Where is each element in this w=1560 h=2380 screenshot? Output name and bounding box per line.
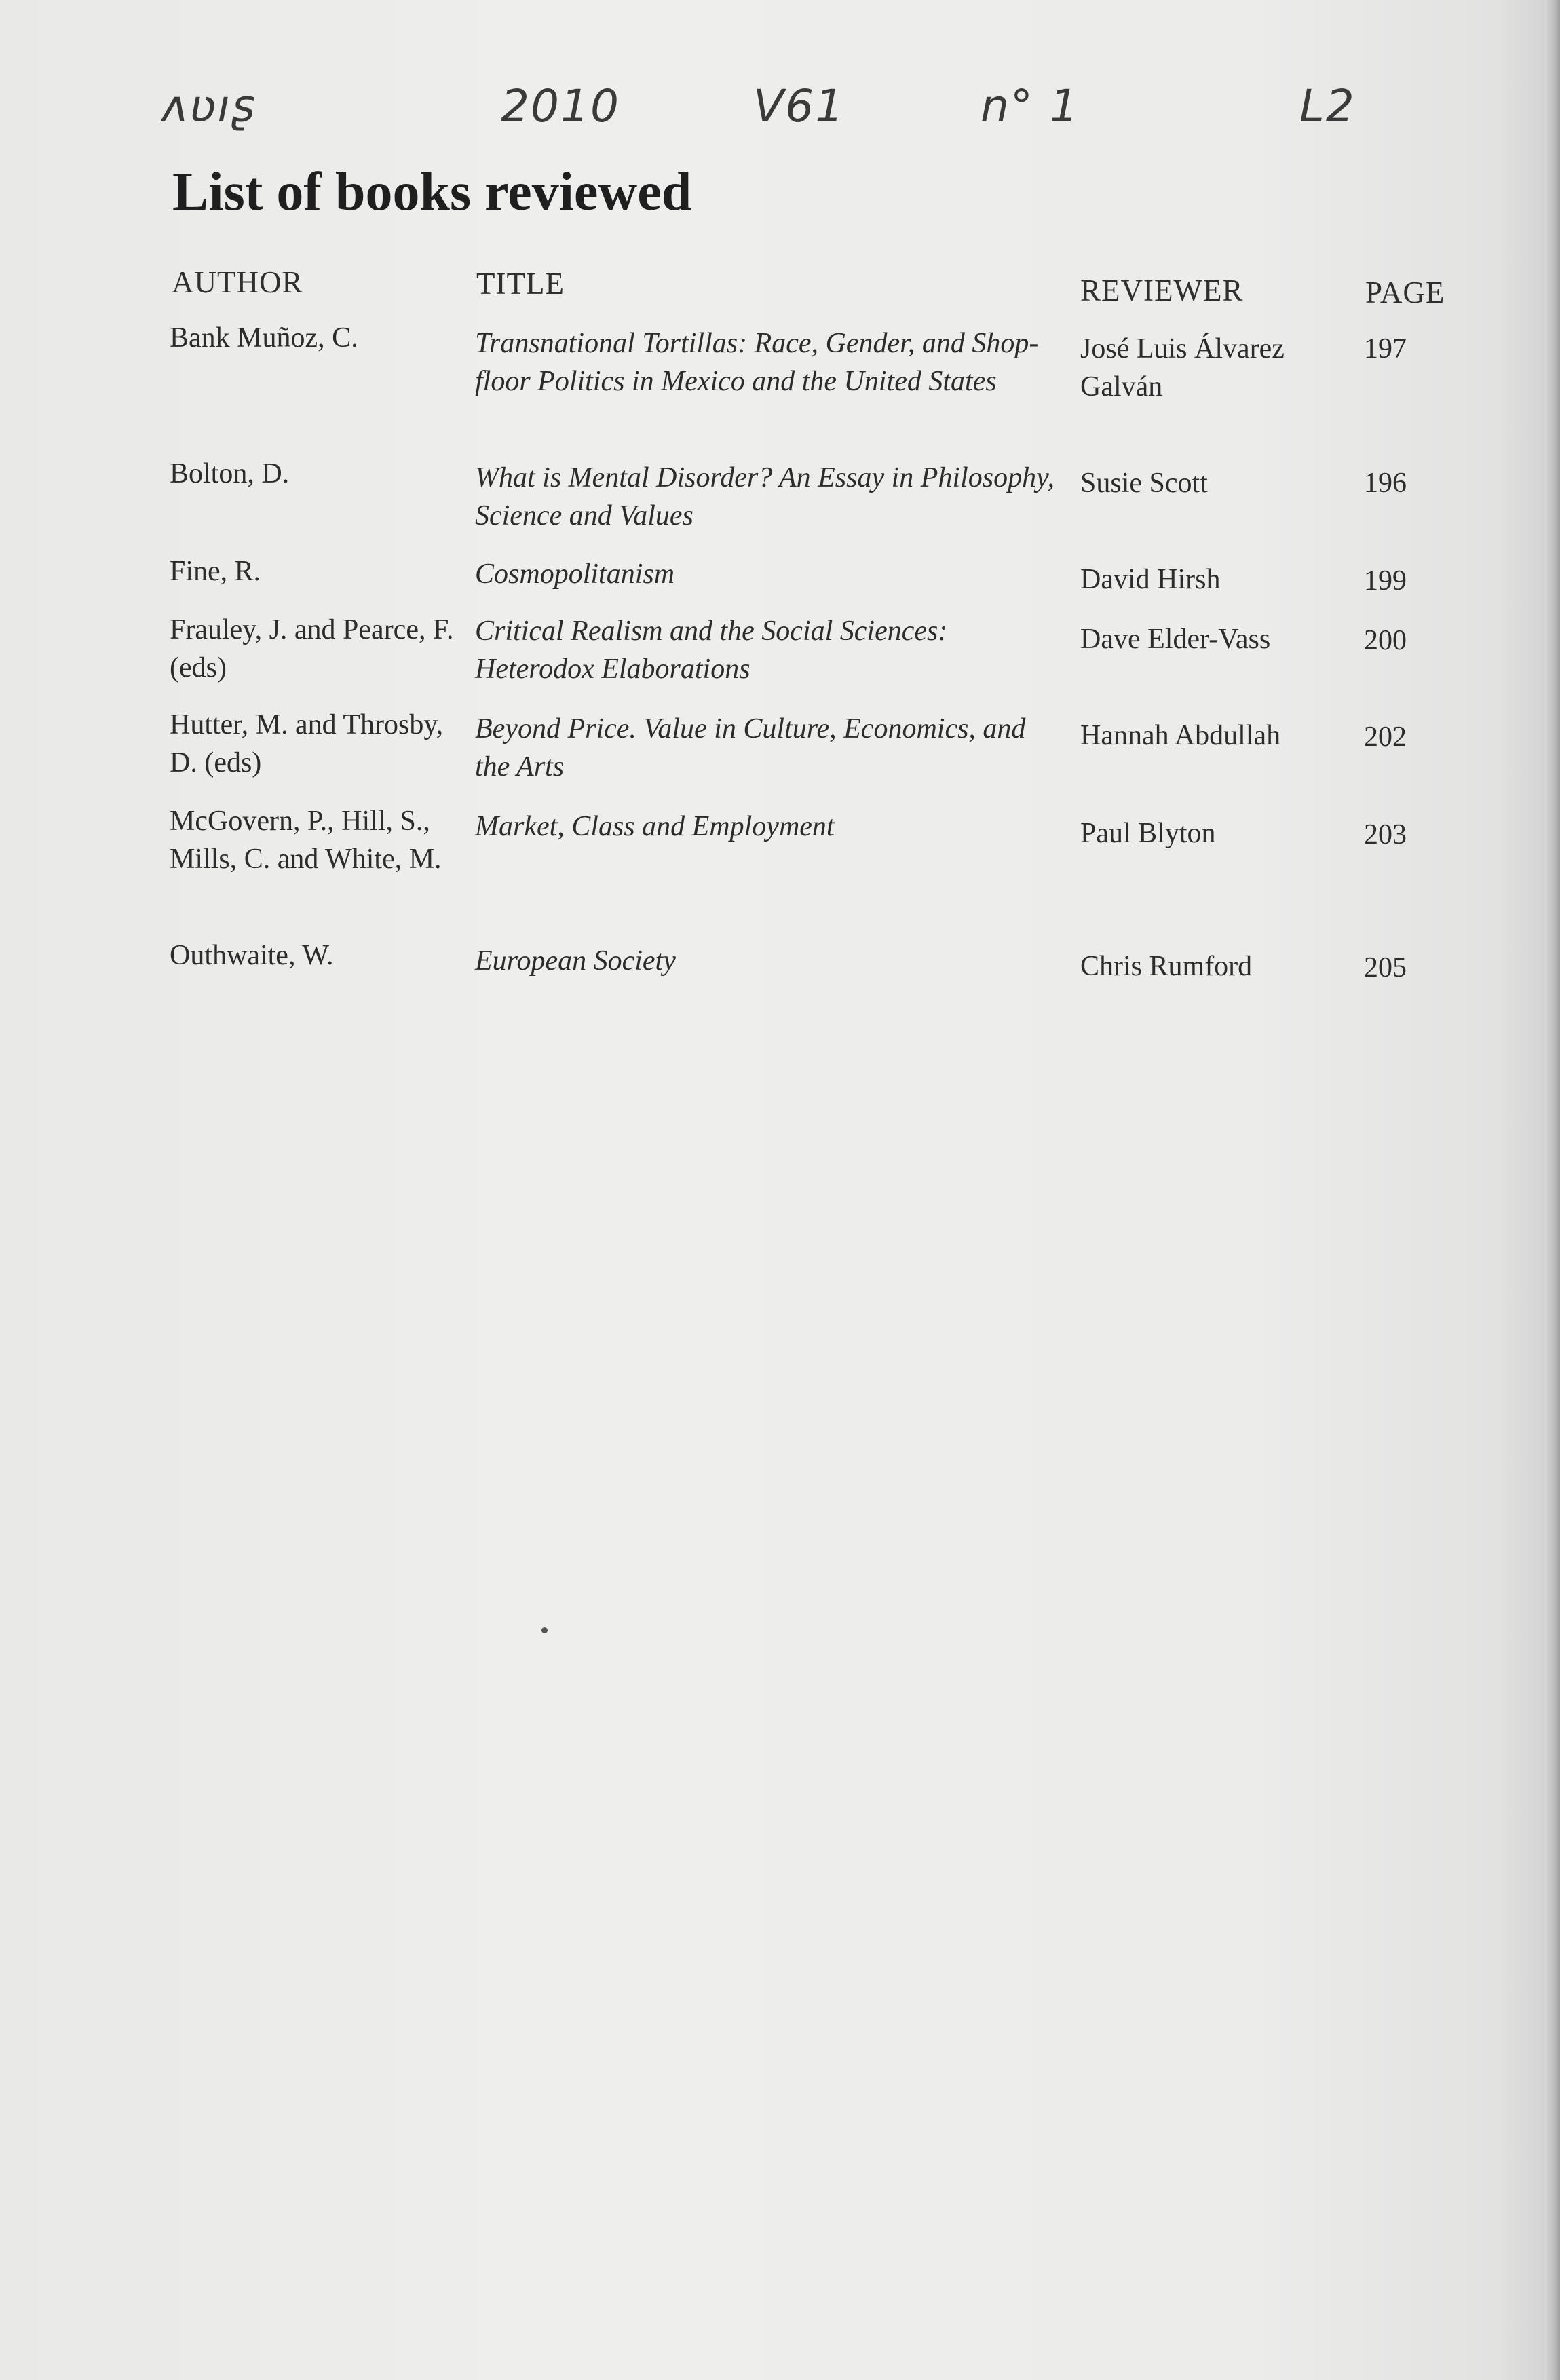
row-2-author: Bolton, D. bbox=[170, 458, 290, 489]
row-4-reviewer: Dave Elder-Vass bbox=[1080, 624, 1271, 655]
row-4-page: 200 bbox=[1364, 625, 1407, 656]
row-7-reviewer: Chris Rumford bbox=[1080, 951, 1253, 982]
row-2-reviewer: Susie Scott bbox=[1080, 468, 1208, 499]
column-header-page: PAGE bbox=[1365, 276, 1445, 309]
row-5-author: Hutter, M. and Throsby, D. (eds) bbox=[170, 709, 444, 778]
handwritten-note-number: n° 1 bbox=[981, 80, 1080, 132]
row-5-title: Beyond Price. Value in Culture, Economics, and the Arts bbox=[475, 713, 1026, 782]
row-7-title: European Society bbox=[475, 945, 676, 977]
row-1-page: 197 bbox=[1364, 333, 1407, 364]
row-4-author: Frauley, J. and Pearce, F. (eds) bbox=[170, 614, 454, 683]
row-5-reviewer: Hannah Abdullah bbox=[1080, 720, 1281, 751]
row-5-page: 202 bbox=[1364, 721, 1407, 753]
column-header-author: AUTHOR bbox=[172, 265, 303, 299]
handwritten-note-volume: V61 bbox=[753, 80, 845, 132]
row-1-reviewer: José Luis Álvarez Galván bbox=[1080, 333, 1285, 402]
row-1-title: Transnational Tortillas: Race, Gender, and Shop-floor Politics in Mexico and the United States bbox=[475, 328, 1039, 397]
column-header-reviewer: REVIEWER bbox=[1080, 273, 1244, 307]
handwritten-note-year: 2010 bbox=[501, 80, 620, 132]
handwritten-note-shelf: L2 bbox=[1299, 80, 1356, 132]
row-6-reviewer: Paul Blyton bbox=[1080, 818, 1216, 849]
row-3-title: Cosmopolitanism bbox=[475, 559, 675, 590]
row-1-author: Bank Muñoz, C. bbox=[170, 322, 358, 354]
page-title: List of books reviewed bbox=[172, 162, 692, 222]
row-2-title: What is Mental Disorder? An Essay in Philosophy, Science and Values bbox=[475, 462, 1054, 531]
row-7-page: 205 bbox=[1364, 952, 1407, 983]
handwritten-note-1: ᴧʋıʂ bbox=[161, 80, 256, 132]
column-header-title: TITLE bbox=[476, 267, 565, 301]
row-6-author: McGovern, P., Hill, S., Mills, C. and White, M. bbox=[170, 806, 442, 875]
row-3-page: 199 bbox=[1364, 565, 1407, 597]
page-edge-shadow bbox=[1545, 0, 1560, 2380]
row-6-page: 203 bbox=[1364, 819, 1407, 850]
row-3-reviewer: David Hirsh bbox=[1080, 564, 1221, 595]
row-4-title: Critical Realism and the Social Sciences: Heterodox Elaborations bbox=[475, 616, 948, 685]
ink-speck bbox=[541, 1627, 548, 1633]
row-3-author: Fine, R. bbox=[170, 556, 261, 587]
row-6-title: Market, Class and Employment bbox=[475, 811, 835, 842]
row-7-author: Outhwaite, W. bbox=[170, 940, 334, 971]
row-2-page: 196 bbox=[1364, 468, 1407, 499]
